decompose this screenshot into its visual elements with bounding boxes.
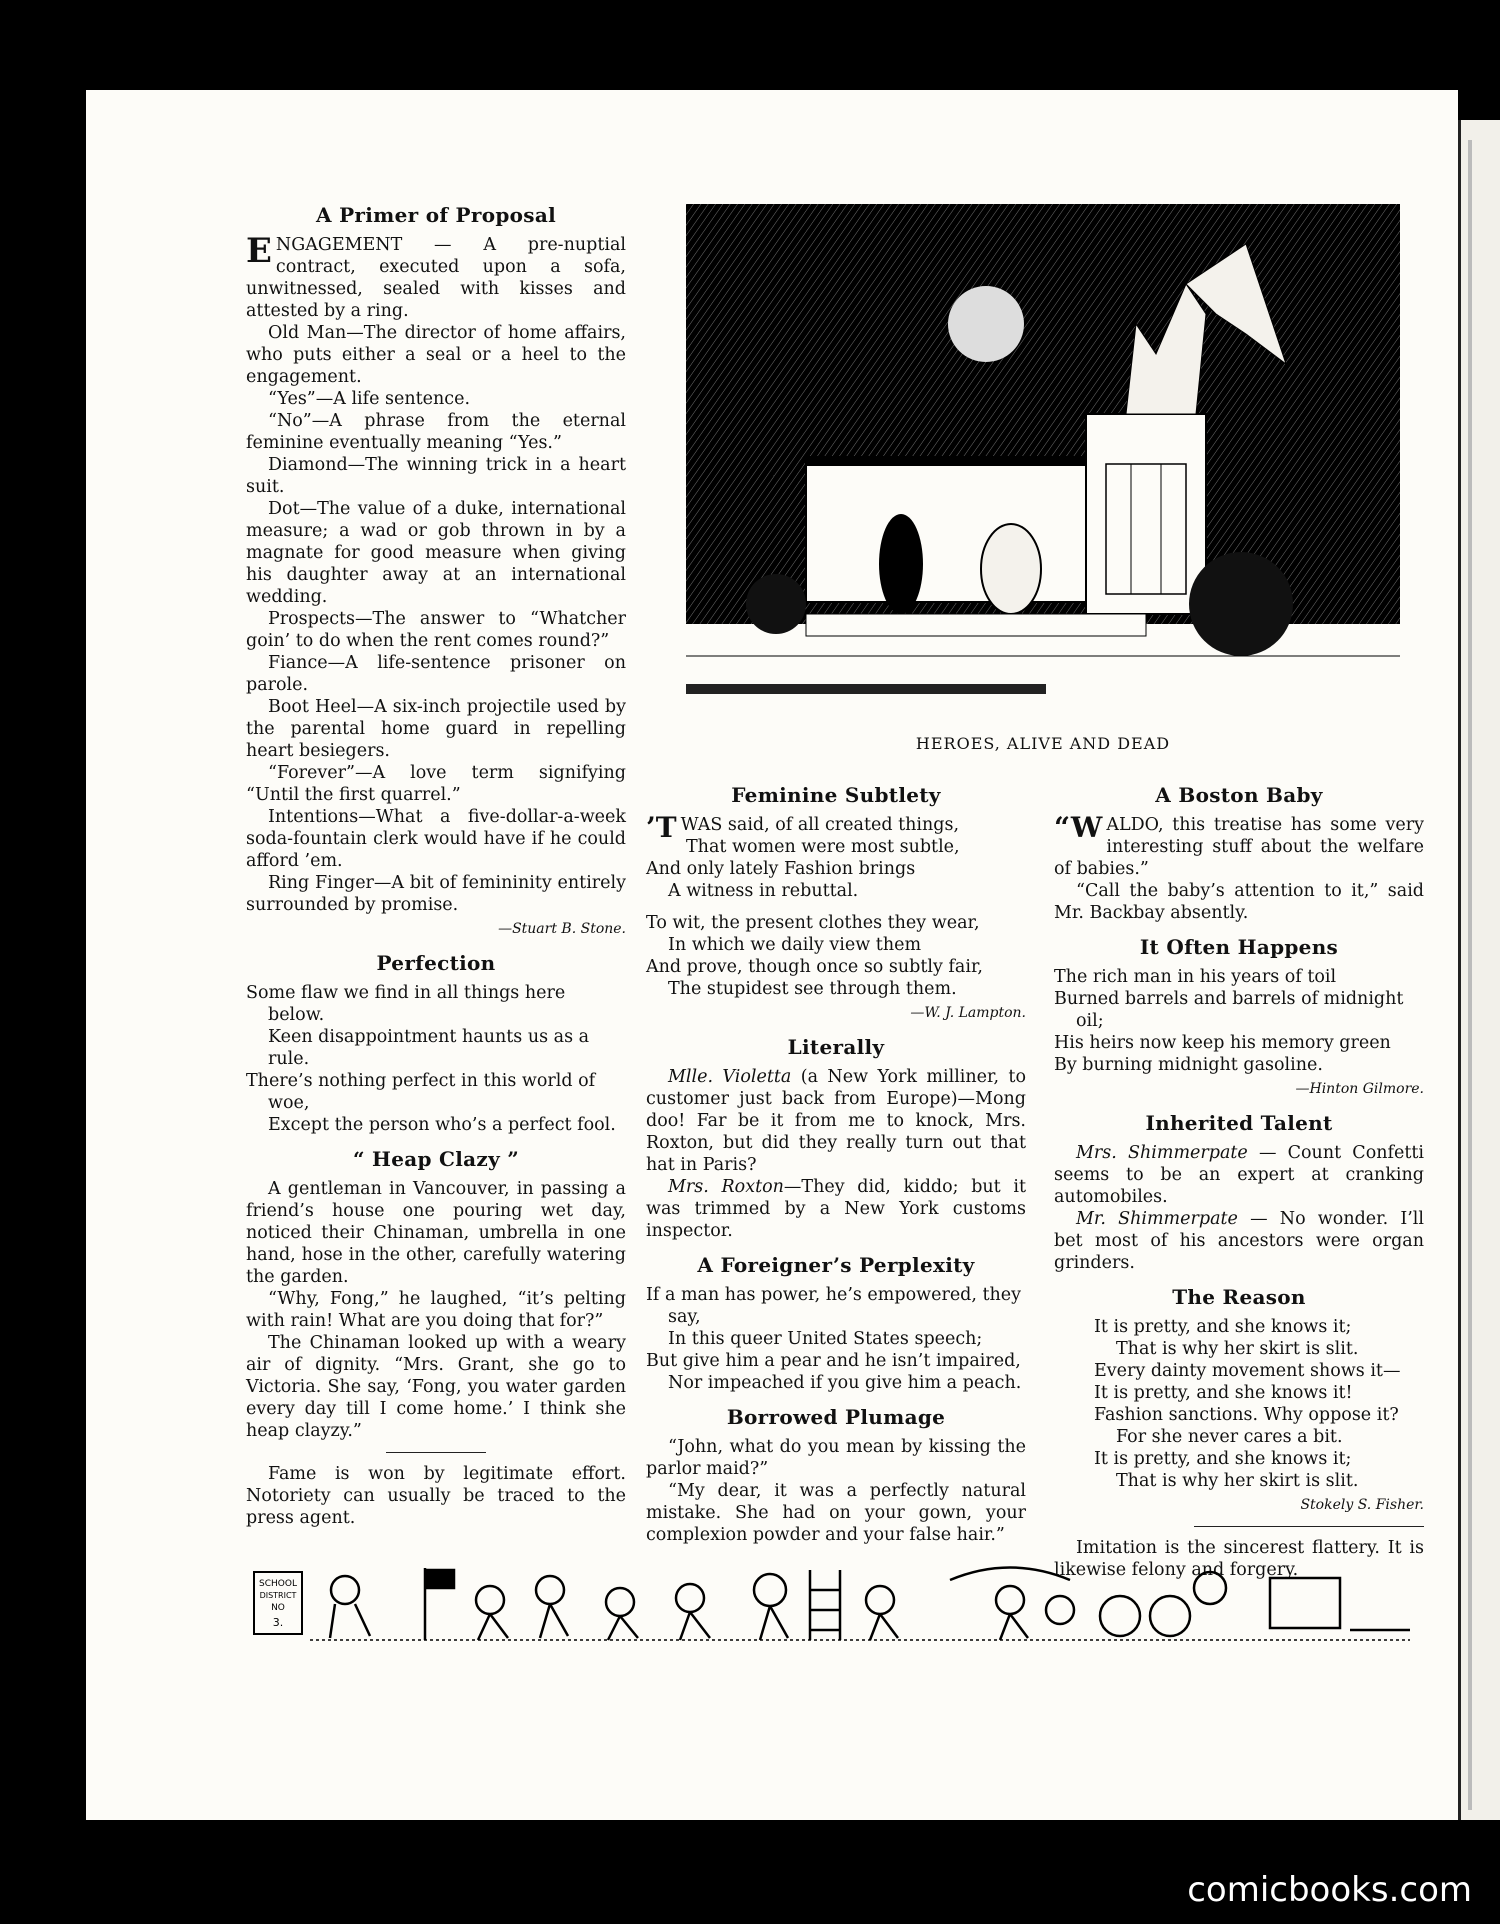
- svg-text:3.: 3.: [272, 1616, 284, 1629]
- perfection-poem: Some flaw we find in all things here below. Keen disappointment haunts us as a rule. There’s nothing perfect in this world of woe, Except the person who’s a perfect fool.: [246, 983, 616, 1135]
- plumage-p1: “John, what do you mean by kissing the parlor maid?”: [646, 1437, 1026, 1479]
- column-left: [246, 204, 626, 1529]
- clazy-p3: The Chinaman looked up with a weary air of dignity. “Mrs. Grant, she go to Victoria. She say, ‘Fong, you water garden every day till I come home.’ I think she heap clayzy.”: [246, 1333, 626, 1441]
- primer-p12: Ring Finger—A bit of femininity entirely surrounded by promise.: [246, 873, 626, 915]
- reason-signature: Stokely S. Fisher.: [1300, 1497, 1424, 1513]
- school-sign: SCHOOL: [259, 1579, 297, 1589]
- divider: [1194, 1526, 1424, 1527]
- primer-signature: —Stuart B. Stone.: [498, 921, 626, 937]
- subtlety-poem: ’T WAS said, of all created things, That women were most subtle, And only lately Fashion brings A witness in rebuttal. To wit, the present clothes they wear, In which we daily view them And prove, though once so subtly fair, The stupidest see through them.: [646, 811, 983, 999]
- primer-p4: “No”—A phrase from the eternal feminine eventually meaning “Yes.”: [246, 411, 626, 453]
- talent-p2: Mr. Shimmerpate — No wonder. I’ll bet most of his ancestors were organ grinders.: [1054, 1209, 1425, 1273]
- boston-baby-title: A Boston Baby: [1155, 783, 1323, 807]
- heap-clazy-title: “ Heap Clazy ”: [352, 1147, 520, 1171]
- literally-p1: Mlle. Violetta (a New York milliner, to customer just back from Europe)—Mong doo! Far be it from me to knock, Mrs. Roxton, but did they really turn out that hat in Paris?: [646, 1067, 1026, 1175]
- often-happens-title: It Often Happens: [1139, 935, 1339, 959]
- page-edge-line: [1468, 140, 1472, 1810]
- primer-title: A Primer of Proposal: [315, 203, 556, 227]
- imitation-paragraph: Imitation is the sincerest flattery. It is likewise felony and forgery.: [1054, 1538, 1424, 1580]
- primer-p11: Intentions—What a five-dollar-a-week soda-fountain clerk would have if he could afford ’em.: [246, 807, 626, 871]
- heroes-illustration: [686, 204, 1400, 736]
- svg-text:NO: NO: [271, 1603, 285, 1613]
- primer-p5: Diamond—The winning trick in a heart suit.: [246, 455, 626, 497]
- literally-title: Literally: [787, 1035, 885, 1059]
- inherited-talent-title: Inherited Talent: [1145, 1111, 1333, 1135]
- often-signature: —Hinton Gilmore.: [1295, 1081, 1424, 1097]
- column-right: [1054, 770, 1424, 1581]
- perfection-title: Perfection: [376, 951, 496, 975]
- dropcap: E: [246, 231, 272, 271]
- boston-p1: “WALDO, this treatise has some very interesting stuff about the welfare of babies.”: [1054, 811, 1424, 879]
- clazy-p1: A gentleman in Vancouver, in passing a friend’s house one pouring wet day, noticed their Chinaman, umbrella in one hand, hose in the other, carefully watering the garden.: [246, 1179, 626, 1287]
- primer-p9: Boot Heel—A six-inch projectile used by the parental home guard in repelling heart besiegers.: [246, 697, 626, 761]
- often-poem: The rich man in his years of toil Burned barrels and barrels of midnight oil; His heirs now keep his memory green By burning midnight gasoline.: [1054, 967, 1404, 1075]
- plumage-p2: “My dear, it was a perfectly natural mistake. She had on your gown, your complexion powder and your false hair.”: [646, 1481, 1026, 1545]
- primer-p3: “Yes”—A life sentence.: [268, 389, 471, 409]
- subtlety-dropcap: ’T: [646, 811, 677, 844]
- page-edge: [1458, 120, 1500, 1820]
- svg-text:DISTRICT: DISTRICT: [259, 1591, 297, 1600]
- primer-p7: Prospects—The answer to “Whatcher goin’ to do when the rent comes round?”: [246, 609, 626, 651]
- primer-p6: Dot—The value of a duke, international measure; a wad or gob thrown in by a magnate for good measure when giving his daughter away at an international wedding.: [246, 499, 626, 607]
- bottom-cartoon-strip: [250, 1560, 1420, 1650]
- primer-p1: ENGAGEMENT — A pre-nuptial contract, executed upon a sofa, unwitnessed, sealed with kisses and attested by a ring.: [246, 231, 626, 321]
- boston-p2: “Call the baby’s attention to it,” said Mr. Backbay absently.: [1054, 881, 1424, 923]
- reason-poem: It is pretty, and she knows it; That is why her skirt is slit. Every dainty movement shows it— It is pretty, and she knows it! Fashion sanctions. Why oppose it? For she never cares a bit. It is pretty, and she knows it; That is why her skirt is slit.: [1094, 1317, 1401, 1491]
- foreigner-title: A Foreigner’s Perplexity: [697, 1253, 975, 1277]
- primer-p8: Fiance—A life-sentence prisoner on parole.: [246, 653, 626, 695]
- illustration-caption: HEROES, ALIVE AND DEAD: [915, 734, 1171, 753]
- literally-p2: Mrs. Roxton—They did, kiddo; but it was trimmed by a New York customs inspector.: [646, 1177, 1026, 1241]
- primer-p2: Old Man—The director of home affairs, who puts either a seal or a heel to the engagement.: [246, 323, 626, 387]
- primer-p10: “Forever”—A love term signifying “Until the first quarrel.”: [246, 763, 626, 805]
- feminine-subtlety-title: Feminine Subtlety: [731, 783, 941, 807]
- divider: [386, 1452, 486, 1453]
- subtlety-signature: —W. J. Lampton.: [910, 1005, 1026, 1021]
- borrowed-plumage-title: Borrowed Plumage: [726, 1405, 946, 1429]
- fame-paragraph: Fame is won by legitimate effort. Notoriety can usually be traced to the press agent.: [246, 1464, 626, 1528]
- clazy-p2: “Why, Fong,” he laughed, “it’s pelting with rain! What are you doing that for?”: [246, 1289, 626, 1331]
- the-reason-title: The Reason: [1172, 1285, 1306, 1309]
- talent-p1: Mrs. Shimmerpate — Count Confetti seems to be an expert at cranking automobiles.: [1054, 1143, 1424, 1207]
- column-middle: [646, 770, 1026, 1546]
- foreigner-poem: If a man has power, he’s empowered, they say, In this queer United States speech; But give him a pear and he isn’t impaired, Nor impeached if you give him a peach.: [646, 1285, 1022, 1393]
- watermark: comicbooks.com: [1187, 1870, 1472, 1910]
